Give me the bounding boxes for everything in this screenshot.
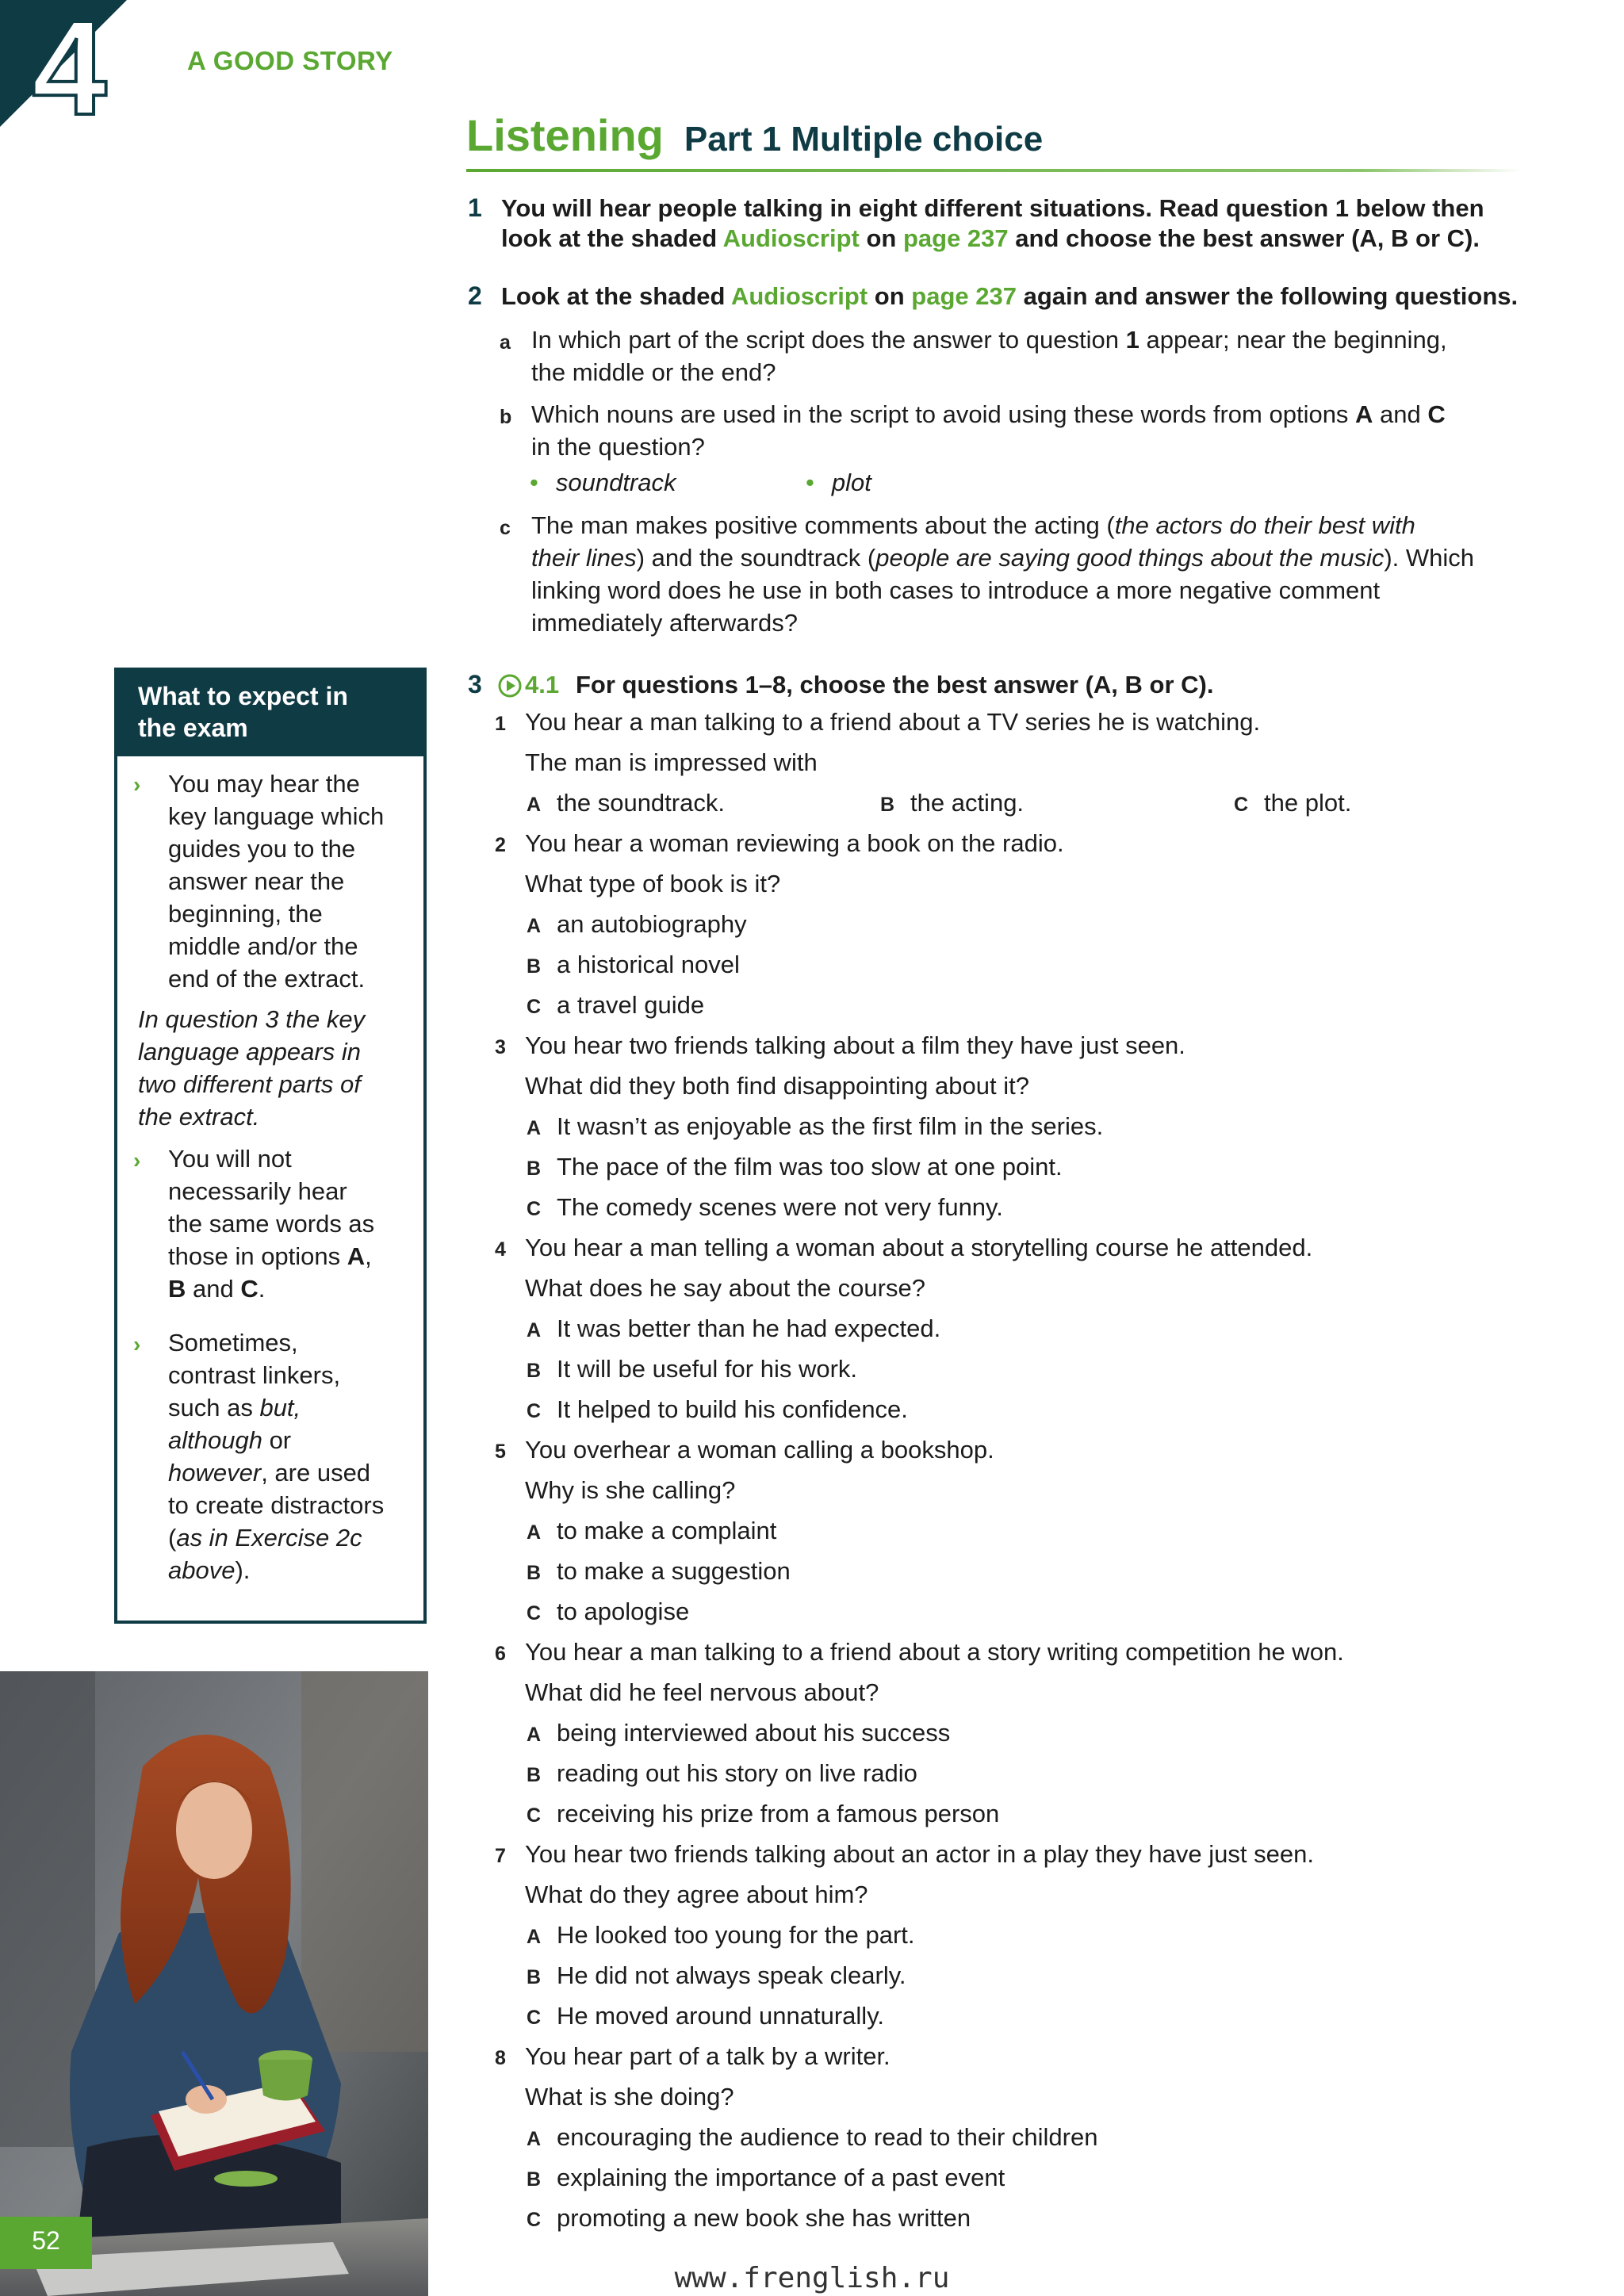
option-letter: B [527, 1360, 542, 1382]
item-stem: You hear two friends talking about a film they have just seen. [525, 1031, 1185, 1059]
q2c-l1-it: the actors do their best with [1114, 511, 1415, 539]
q2b-bold-c: C [1427, 400, 1446, 428]
q2a-pre: In which part of the script does the answer to question [531, 326, 1126, 354]
option-text[interactable]: It was better than he had expected. [557, 1314, 941, 1342]
option-letter: A [527, 1319, 542, 1341]
option-letter: C [1234, 794, 1249, 816]
option-text[interactable]: to apologise [557, 1598, 690, 1625]
option-letter: A [527, 794, 542, 816]
item-question: What do they agree about him? [525, 1881, 868, 1908]
option-letter: B [527, 1966, 542, 1988]
option-text[interactable]: The comedy scenes were not very funny. [557, 1193, 1003, 1221]
tip-p2-l5-mid: and [186, 1275, 241, 1303]
tip-p3-l7-it: as in Exercise 2c [176, 1524, 362, 1552]
tip-point-1 [168, 767, 406, 995]
section-name: Listening [466, 110, 664, 160]
q1-number: 1 [468, 193, 482, 222]
option-text[interactable]: encouraging the audience to read to their children [557, 2123, 1098, 2151]
option-text[interactable]: He looked too young for the part. [557, 1921, 915, 1949]
option-text[interactable]: a historical novel [557, 951, 740, 978]
item-question: Why is she calling? [525, 1476, 736, 1504]
option-letter: A [527, 1926, 542, 1948]
option-letter: C [527, 1400, 542, 1422]
tip-note-line: the extract. [138, 1103, 260, 1131]
option-text[interactable]: the acting. [910, 789, 1025, 817]
option-letter: B [527, 1562, 542, 1584]
q2b-pre: Which nouns are used in the script to avoid using these words from options [531, 400, 1356, 428]
tip-p3-l8-it: above [168, 1556, 236, 1584]
option-letter: C [527, 2209, 542, 2231]
tip-p2-l5-b1: B [168, 1275, 186, 1303]
option-text[interactable]: It will be useful for his work. [557, 1355, 858, 1383]
q2-mid: on [868, 282, 912, 310]
q1-line1: You will hear people talking in eight different situations. Read question 1 below then [501, 194, 1484, 222]
tip-p1-line: answer near the [168, 867, 345, 895]
option-text[interactable]: explaining the importance of a past event [557, 2164, 1005, 2191]
option-letter: A [527, 1724, 542, 1746]
unit-number: 4 [32, 0, 107, 144]
bullet-soundtrack: • soundtrack [530, 469, 676, 497]
item-question: What does he say about the course? [525, 1274, 925, 1302]
tip-p3-l4-post: or [262, 1426, 292, 1454]
q3-track [525, 670, 559, 700]
tip-note [138, 1003, 400, 1133]
option-text[interactable]: promoting a new book she has written [557, 2204, 971, 2232]
option-text[interactable]: It wasn’t as enjoyable as the first film in the series. [557, 1112, 1104, 1140]
tip-p3-line: Sometimes, [168, 1329, 298, 1357]
option-letter: C [527, 1804, 542, 1827]
option-letter: B [527, 2168, 542, 2191]
tip-p2-line: the same words as [168, 1210, 375, 1238]
option-text[interactable]: He did not always speak clearly. [557, 1961, 906, 1989]
q2a-text [531, 323, 1562, 388]
option-letter: C [527, 1602, 542, 1624]
item-number: 3 [495, 1036, 506, 1058]
option-letter: C [527, 996, 542, 1018]
tip-p3-l5-post: , are used [261, 1459, 371, 1487]
option-text[interactable]: to make a complaint [557, 1517, 777, 1544]
item-number: 4 [495, 1238, 506, 1261]
item-question: What is she doing? [525, 2083, 734, 2110]
play-audio-icon[interactable] [498, 674, 522, 698]
q2b-text [531, 398, 1578, 463]
tip-point-2 [168, 1142, 406, 1305]
tip-p2-l5-b2: C [240, 1275, 259, 1303]
track-number[interactable]: 4.1 [525, 671, 560, 698]
item-stem: You hear a woman reviewing a book on the radio. [525, 829, 1064, 857]
q1-post: and choose the best answer (A, B or C). [1008, 224, 1480, 252]
option-text[interactable]: the soundtrack. [557, 789, 725, 817]
option-letter: A [527, 2128, 542, 2150]
option-letter: C [527, 1198, 542, 1220]
q2a-bold: 1 [1125, 326, 1139, 354]
item-number: 5 [495, 1441, 506, 1463]
tip-p3-line: contrast linkers, [168, 1361, 341, 1389]
option-letter: B [527, 1764, 542, 1786]
option-letter: A [527, 915, 542, 937]
tip-p2-l4-pre: those in options [168, 1242, 347, 1270]
q3-text: For questions 1–8, choose the best answer (A, B or C). [576, 671, 1214, 698]
option-text[interactable]: the plot. [1264, 789, 1352, 817]
q3-number: 3 [468, 670, 482, 698]
item-question: What type of book is it? [525, 870, 781, 897]
item-stem: You hear a man talking to a friend about a TV series he is watching. [525, 708, 1261, 736]
tip-p3-l4-it: although [168, 1426, 262, 1454]
option-text[interactable]: to make a suggestion [557, 1557, 791, 1585]
option-text[interactable]: an autobiography [557, 910, 747, 938]
item-number: 1 [495, 713, 506, 735]
option-text[interactable]: being interviewed about his success [557, 1719, 951, 1747]
item-stem: You hear two friends talking about an actor in a play they have just seen. [525, 1840, 1314, 1868]
tip-p3-l8-post: ). [235, 1556, 251, 1584]
q2c-l2-it2: people are saying good things about the music [875, 544, 1385, 572]
unit-title: A GOOD STORY [187, 46, 393, 75]
tip-p1-line: middle and/or the [168, 932, 358, 960]
page-237-link[interactable]: page 237 [911, 282, 1017, 310]
part-name: Part 1 Multiple choice [684, 120, 1044, 159]
q2c-text [531, 509, 1586, 639]
q2-post: again and answer the following questions. [1017, 282, 1519, 310]
photo-woman-writing [0, 1671, 428, 2296]
bullet-plot: • plot [806, 469, 871, 497]
option-text[interactable]: The pace of the film was too slow at one point. [557, 1153, 1063, 1181]
q2c-l2-post: ). Which [1384, 544, 1475, 572]
tip-p2-line [168, 1272, 406, 1305]
q2-text [501, 281, 1564, 312]
tip-p2-line: You will not [168, 1145, 292, 1173]
q2c-l4: immediately afterwards? [531, 609, 798, 637]
tip-p3-line [168, 1521, 406, 1554]
tip-title-line1: What to expect in [138, 682, 348, 710]
option-letter: B [880, 794, 895, 816]
option-letter: C [527, 2007, 542, 2029]
option-text[interactable]: It helped to build his confidence. [557, 1395, 908, 1423]
item-number: 8 [495, 2047, 506, 2069]
q2b-bold-a: A [1355, 400, 1373, 428]
q1-mid: on [859, 224, 903, 252]
option-text[interactable]: He moved around unnaturally. [557, 2002, 885, 2030]
option-letter: A [527, 1521, 542, 1544]
q2-pre: Look at the shaded [501, 282, 731, 310]
tip-p2-line: necessarily hear [168, 1177, 347, 1205]
tip-p3-line: to create distractors [168, 1491, 385, 1519]
item-number: 7 [495, 1845, 506, 1867]
tip-p3-line [168, 1456, 406, 1489]
tip-p1-line: You may hear the [168, 770, 360, 798]
tip-note-line: In question 3 the key [138, 1005, 366, 1033]
item-question: What did they both find disappointing about it? [525, 1072, 1029, 1100]
option-text[interactable]: reading out his story on live radio [557, 1759, 917, 1787]
item-stem: You hear a man telling a woman about a storytelling course he attended. [525, 1234, 1313, 1261]
q2c-l3: linking word does he use in both cases to introduce a more negative comment [531, 576, 1381, 604]
tip-p2-l5-post: . [258, 1275, 266, 1303]
tip-p1-line: key language which [168, 802, 385, 830]
item-question: The man is impressed with [525, 748, 818, 776]
q2c-letter: c [500, 517, 511, 539]
tip-p2-l4-post: , [365, 1242, 372, 1270]
q2a-line2: the middle or the end? [531, 358, 776, 386]
option-letter: B [527, 955, 542, 978]
item-stem: You hear a man talking to a friend about a story writing competition he won. [525, 1638, 1344, 1666]
tip-note-line: two different parts of [138, 1070, 361, 1098]
option-letter: B [527, 1158, 542, 1180]
tip-p1-line: end of the extract. [168, 965, 366, 993]
q2a-post: appear; near the beginning, [1139, 326, 1447, 354]
option-text[interactable]: receiving his prize from a famous person [557, 1800, 1000, 1827]
tip-p2-line [168, 1240, 406, 1272]
q2c-l1-pre: The man makes positive comments about the acting ( [531, 511, 1115, 539]
tip-p3-l3-it: but, [259, 1394, 301, 1422]
chevron-right-icon: › [133, 772, 141, 797]
chevron-right-icon: › [133, 1148, 141, 1173]
tip-point-3 [168, 1326, 406, 1586]
q2c-l2-mid: ) and the soundtrack ( [636, 544, 876, 572]
item-number: 2 [495, 834, 506, 856]
q2c-l2-it: their lines [531, 544, 637, 572]
tip-p3-l7-pre: ( [168, 1524, 177, 1552]
item-number: 6 [495, 1643, 506, 1665]
q1-text [501, 193, 1532, 254]
option-letter: A [527, 1117, 542, 1139]
tip-p3-line [168, 1554, 406, 1586]
tip-p3-line [168, 1391, 406, 1424]
item-stem: You overhear a woman calling a bookshop. [525, 1436, 994, 1464]
chevron-right-icon: › [133, 1332, 141, 1357]
q2b-letter: b [500, 406, 512, 428]
footer-watermark: www.frenglish.ru [674, 2262, 950, 2294]
audioscript-link[interactable]: Audioscript [730, 282, 868, 310]
q2b-and: and [1373, 400, 1428, 428]
tip-p1-line: beginning, the [168, 900, 323, 928]
page-237-link[interactable]: page 237 [902, 224, 1009, 252]
q1-line2-pre: look at the shaded [501, 224, 723, 252]
q2b-line2: in the question? [531, 433, 705, 461]
section-title [466, 109, 1043, 161]
item-question: What did he feel nervous about? [525, 1678, 879, 1706]
q1-line2 [501, 224, 1532, 254]
page-number: 52 [32, 2226, 60, 2255]
q2-number: 2 [468, 281, 482, 310]
title-rule [466, 169, 1521, 172]
audioscript-link[interactable]: Audioscript [722, 224, 860, 252]
tip-p3-line [168, 1424, 406, 1456]
tip-p3-l3-pre: such as [168, 1394, 260, 1422]
item-stem: You hear part of a talk by a writer. [525, 2042, 891, 2070]
tip-title-line2: the exam [138, 714, 248, 742]
tip-p1-line: guides you to the [168, 835, 356, 863]
tip-p3-l5-it: however [168, 1459, 262, 1487]
tip-p2-l4-bold: A [347, 1242, 366, 1270]
tip-title [138, 680, 416, 744]
q2a-letter: a [500, 331, 511, 354]
option-text[interactable]: a travel guide [557, 991, 705, 1019]
tip-note-line: language appears in [138, 1038, 361, 1066]
